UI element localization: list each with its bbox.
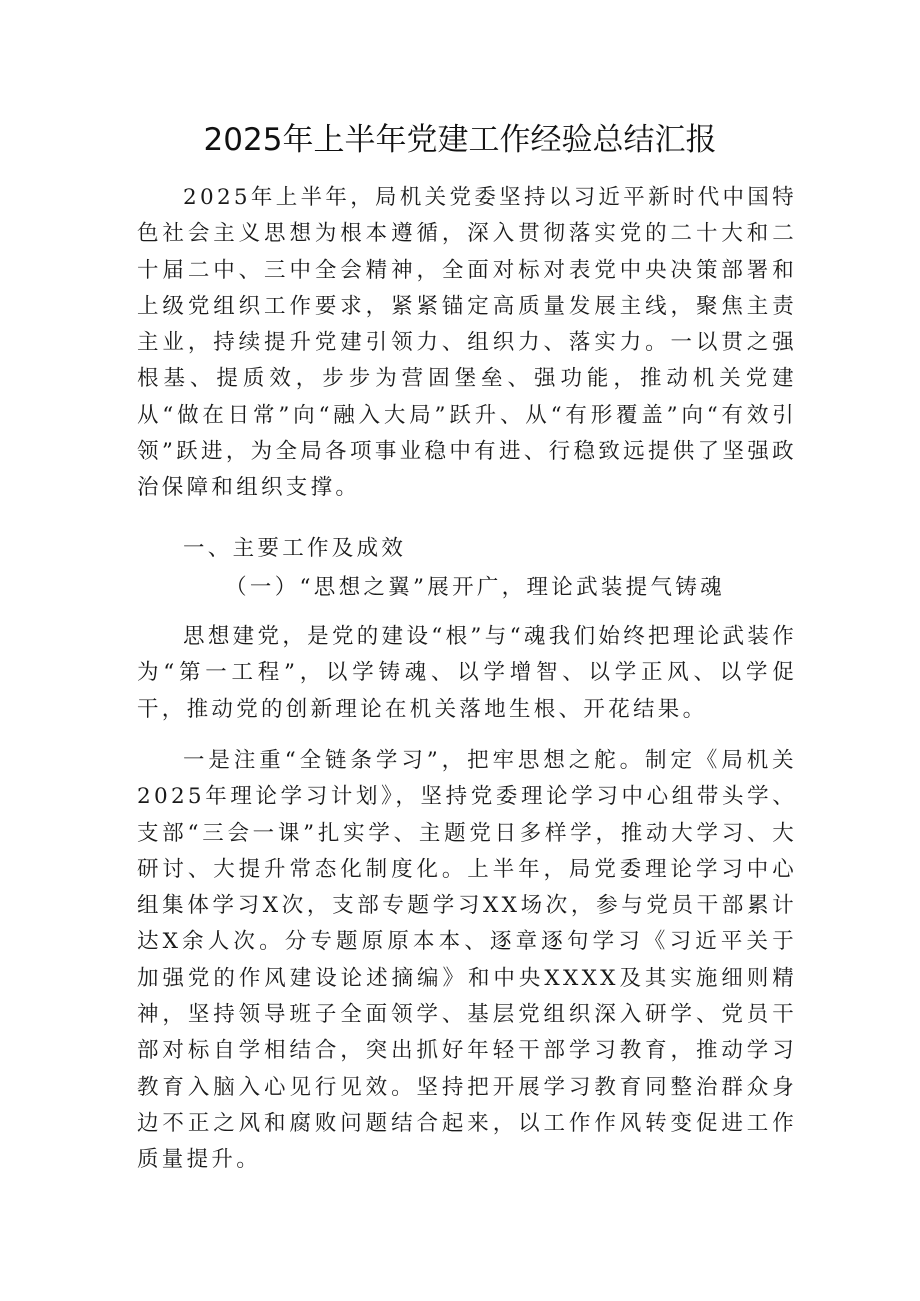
section-heading: 一、主要工作及成效: [183, 536, 407, 561]
intro-paragraph: 2025年上半年，局机关党委坚持以习近平新时代中国特色社会主义思想为根本遵循，深入贯彻落实党的二十大和二十届二中、三中全会精神，全面对标对表党中央决策部署和上级党组织工作要求，紧紧锚定高质量发展主线，聚焦主责主业，持续提升党建引领力、组织力、落实力。一以贯之强根基、提质效，步步为营固堡垒、强功能，推动机关党建从“做在日常”向“融入大局”跃升、从“有形覆盖”向“有效引领”跃进，为全局各项事业稳中有进、行稳致远提供了坚强政治保障和组织支撑。: [137, 185, 797, 501]
document-title: 2025年上半年党建工作经验总结汇报: [203, 122, 717, 158]
subsection-heading: （一）“思想之翼”展开广，理论武装提气铸魂: [225, 575, 725, 600]
paragraph-study: 一是注重“全链条学习”，把牢思想之舵。制定《局机关2025年理论学习计划》，坚持党委理论学习中心组带头学、支部“三会一课”扎实学、主题党日多样学，推动大学习、大研讨、大提升常态化制度化。上半年，局党委理论学习中心组集体学习X次，支部专题学习XX场次，参与党员干部累计达X余人次。分专题原原本本、逐章逐句学习《习近平关于加强党的作风建设论述摘编》和中央XXXX及其实施细则精神，坚持领导班子全面领学、基层党组织深入研学、党员干部对标自学相结合，突出抓好年轻干部学习教育，推动学习教育入脑入心见行见效。坚持把开展学习教育同整治群众身边不正之风和腐败问题结合起来，以工作作风转变促进工作质量提升。: [137, 748, 797, 1173]
paragraph-theory: 思想建党，是党的建设“根”与“魂我们始终把理论武装作为“第一工程”，以学铸魂、以学增智、以学正风、以学促干，推动党的创新理论在机关落地生根、开花结果。: [137, 624, 797, 722]
